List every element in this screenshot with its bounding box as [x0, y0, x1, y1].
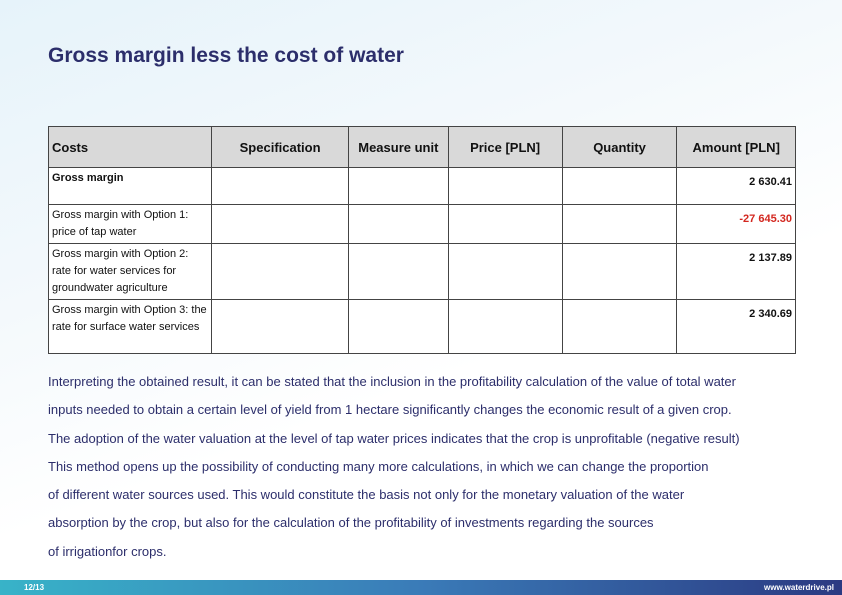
- gross-margin-table: [48, 126, 796, 354]
- paragraph-line: of irrigationfor crops.: [48, 543, 167, 559]
- cell-empty: [562, 300, 677, 354]
- footer-bar: [0, 580, 842, 595]
- paragraph-line: absorption by the crop, but also for the calculation of the profitability of investments regarding the sources: [48, 515, 654, 531]
- table-row: [49, 205, 796, 244]
- cell-empty: [562, 244, 677, 300]
- table-row: [49, 300, 796, 354]
- row-amount: 2 137.89: [677, 244, 796, 300]
- cell-empty: [349, 244, 448, 300]
- page-number: 12/13: [24, 583, 45, 592]
- cell-empty: [212, 168, 349, 205]
- paragraph-line: This method opens up the possibility of conducting many more calculations, in which we can change the proportion: [48, 458, 709, 474]
- cell-empty: [448, 244, 562, 300]
- paragraph-line: The adoption of the water valuation at the level of tap water prices indicates that the crop is unprofitable (negative result): [48, 430, 740, 446]
- website-link[interactable]: www.waterdrive.pl: [764, 583, 834, 592]
- cell-empty: [562, 205, 677, 244]
- cell-empty: [448, 168, 562, 205]
- interpretation-paragraph: [48, 368, 808, 566]
- cell-empty: [212, 205, 349, 244]
- paragraph-line: inputs needed to obtain a certain level of yield from 1 hectare significantly changes the economic result of a given crop.: [48, 402, 732, 418]
- row-amount-negative: -27 645.30: [677, 205, 796, 244]
- header-quantity: Quantity: [562, 127, 677, 168]
- table-row: [49, 168, 796, 205]
- header-specification: Specification: [212, 127, 349, 168]
- paragraph-line: of different water sources used. This would constitute the basis not only for the monetary valuation of the water: [48, 487, 685, 503]
- page-title: Gross margin less the cost of water: [48, 44, 404, 67]
- header-price: Price [PLN]: [448, 127, 562, 168]
- row-label: Gross margin with Option 3: the rate for surface water services: [49, 300, 212, 354]
- table-header-row: [49, 127, 796, 168]
- cell-empty: [349, 205, 448, 244]
- cell-empty: [562, 168, 677, 205]
- table-row: [49, 244, 796, 300]
- row-label: Gross margin: [49, 168, 212, 205]
- paragraph-line: Interpreting the obtained result, it can be stated that the inclusion in the profitability calculation of the value of total water: [48, 374, 736, 389]
- cell-empty: [212, 244, 349, 300]
- row-amount: 2 340.69: [677, 300, 796, 354]
- row-label: Gross margin with Option 2: rate for water services for groundwater agriculture: [49, 244, 212, 300]
- row-label: Gross margin with Option 1: price of tap water: [49, 205, 212, 244]
- cell-empty: [349, 300, 448, 354]
- header-costs: Costs: [49, 127, 212, 168]
- row-amount: 2 630.41: [677, 168, 796, 205]
- cell-empty: [349, 168, 448, 205]
- cell-empty: [448, 300, 562, 354]
- cell-empty: [212, 300, 349, 354]
- cell-empty: [448, 205, 562, 244]
- header-measure-unit: Measure unit: [349, 127, 448, 168]
- header-amount: Amount [PLN]: [677, 127, 796, 168]
